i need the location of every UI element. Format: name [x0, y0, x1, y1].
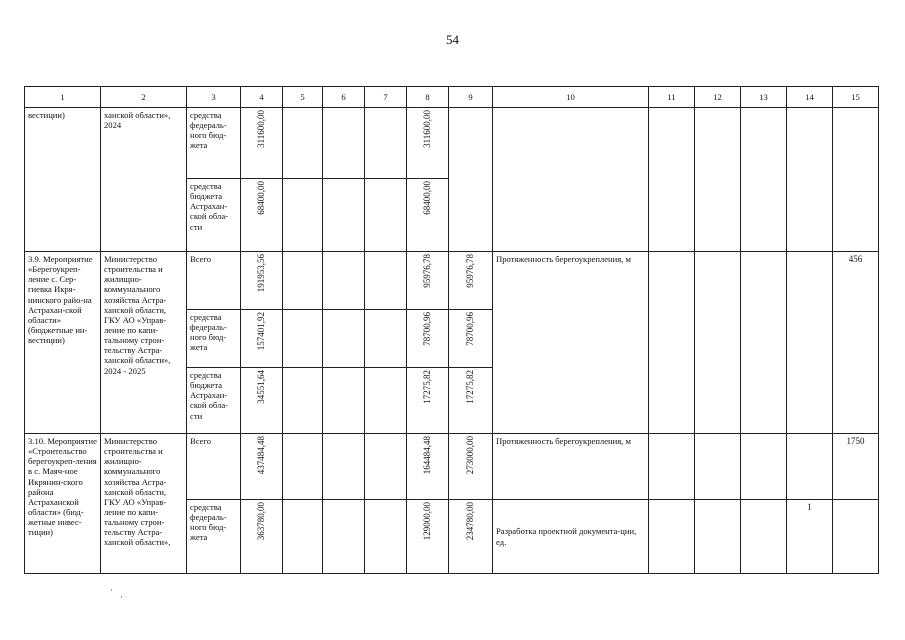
- col-header: 2: [101, 87, 187, 108]
- scan-speck: ·: [110, 585, 113, 595]
- col-header: 6: [323, 87, 365, 108]
- executor: Министерство строительства и жилищно-коммунального хозяйства Астра-ханской области, ГКУ АО «Управ-ление по капи-тальному строи-тельству Астра-ханской области», 2024 - 2025: [101, 252, 187, 434]
- executor: Министерство строительства и жилищно-коммунального хозяйства Астра-ханской области, ГКУ АО «Управ-ление по капи-тальному строи-тельству Астра-ханской области»,: [101, 434, 187, 574]
- col-header: 11: [649, 87, 695, 108]
- scan-speck: ·: [120, 592, 123, 602]
- value-col4: 311600,00: [241, 108, 283, 179]
- value-col8: 78700,96: [407, 310, 449, 368]
- col-header: 4: [241, 87, 283, 108]
- col-header: 3: [187, 87, 241, 108]
- funding-source: средства федераль-ного бюд-жета: [187, 310, 241, 368]
- value-col9: 17275,82: [449, 368, 493, 434]
- value-col8: 164484,48: [407, 434, 449, 500]
- indicator-name: Разработка проектной документа-ции, ед.: [493, 500, 649, 574]
- col-header: 14: [787, 87, 833, 108]
- col-header: 1: [25, 87, 101, 108]
- value-col8: 17275,82: [407, 368, 449, 434]
- value-col8: 95976,78: [407, 252, 449, 310]
- value-col4: 191953,56: [241, 252, 283, 310]
- table-row: [25, 252, 879, 310]
- col-header: 7: [365, 87, 407, 108]
- funding-source: средства федераль-ного бюд-жета: [187, 500, 241, 574]
- funding-source: Всего: [187, 252, 241, 310]
- header-row: [25, 87, 879, 108]
- value-col8: 311600,00: [407, 108, 449, 179]
- value-col4: 157401,92: [241, 310, 283, 368]
- value-col4: 437484,48: [241, 434, 283, 500]
- col-header: 9: [449, 87, 493, 108]
- col-header: 8: [407, 87, 449, 108]
- indicator-value: 1750: [833, 434, 879, 500]
- measure-name: 3.9. Мероприятие «Берегоукреп-ление с. Сер-гиевка Икря-нинского райо-на Астрахан-ской области» (бюджетные ин-вестиции): [25, 252, 101, 434]
- col-header: 5: [283, 87, 323, 108]
- value-col8: 68400,00: [407, 179, 449, 252]
- value-col9: 234780,00: [449, 500, 493, 574]
- funding-source: средства бюджета Астрахан-ской обла-сти: [187, 368, 241, 434]
- value-col9: 78700,96: [449, 310, 493, 368]
- measure-name: вестиции): [25, 108, 101, 252]
- indicator-name: Протяженность берегоукрепления, м: [493, 434, 649, 500]
- col-header: 10: [493, 87, 649, 108]
- value-col9: 95976,78: [449, 252, 493, 310]
- table-row: [25, 434, 879, 500]
- value-col4: 34551,64: [241, 368, 283, 434]
- col-header: 12: [695, 87, 741, 108]
- value-col4: 363780,00: [241, 500, 283, 574]
- indicator-value: 456: [833, 252, 879, 434]
- value-col8: 129000,00: [407, 500, 449, 574]
- executor: ханской области», 2024: [101, 108, 187, 252]
- indicator-name: Протяженность берегоукрепления, м: [493, 252, 649, 434]
- value-col9: 273000,00: [449, 434, 493, 500]
- col-header: 13: [741, 87, 787, 108]
- table-row: [25, 108, 879, 179]
- value-col4: 68400,00: [241, 179, 283, 252]
- col-header: 15: [833, 87, 879, 108]
- funding-source: Всего: [187, 434, 241, 500]
- funding-source: средства федераль-ного бюд-жета: [187, 108, 241, 179]
- budget-table: [24, 86, 879, 574]
- funding-source: средства бюджета Астрахан-ской обла-сти: [187, 179, 241, 252]
- page-number: 54: [446, 32, 459, 47]
- measure-name: 3.10. Мероприятие «Строительство берегоукреп-ления в с. Маяч-ное Икрянин-ского района Астраханской области» (бюд-жетные инвес-тиции): [25, 434, 101, 574]
- indicator-value: 1: [787, 500, 833, 574]
